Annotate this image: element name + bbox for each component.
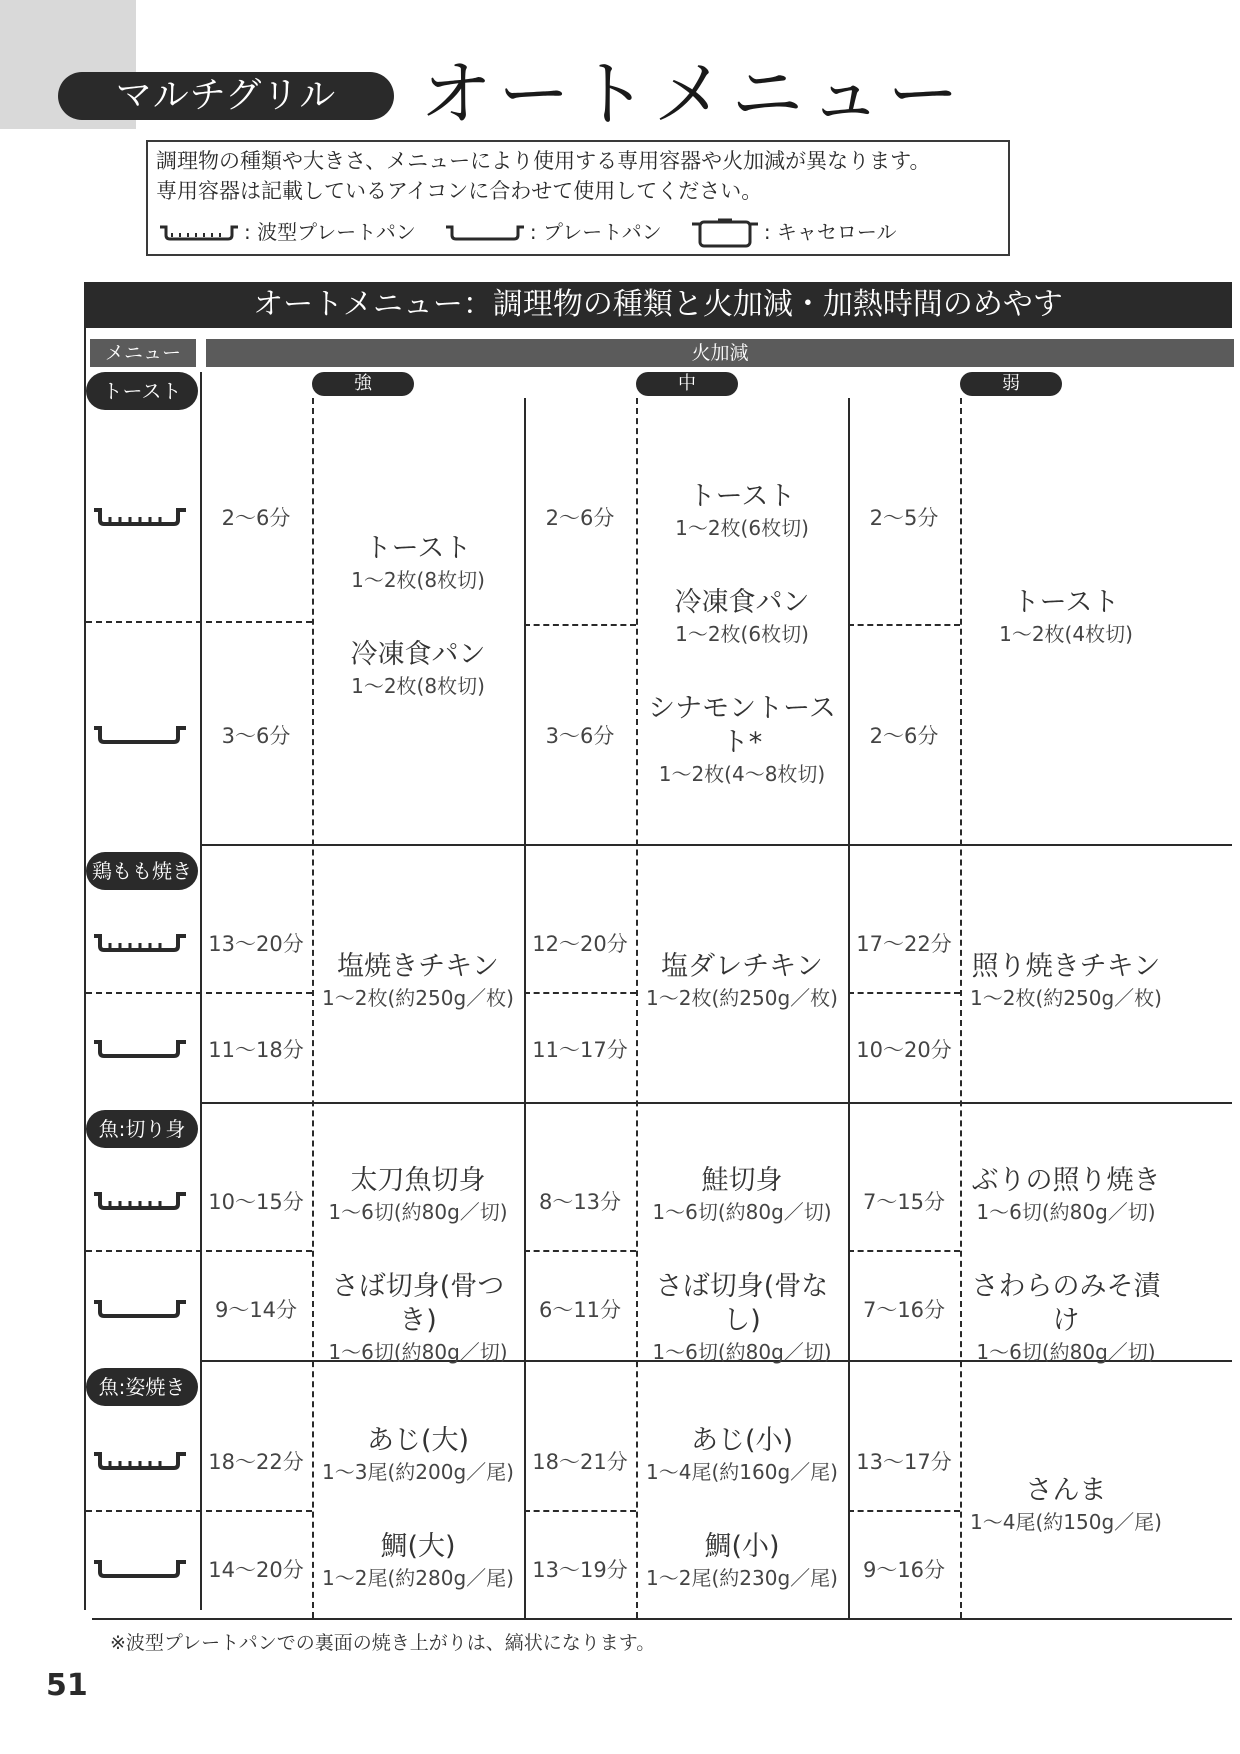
- food-spec: 1〜6切(約80g／切): [328, 1340, 508, 1364]
- legend-label: : キャセロール: [763, 220, 897, 244]
- plate-pan-icon: [92, 1556, 188, 1584]
- food-name: 塩焼きチキン: [337, 951, 499, 982]
- time-value: 18〜22分: [208, 1450, 304, 1474]
- section-divider: [200, 844, 1232, 846]
- food-spec: 1〜2尾(約230g／尾): [646, 1566, 838, 1590]
- column-divider: [524, 398, 526, 1618]
- time-value: 3〜6分: [545, 724, 615, 748]
- food-name: シナモントースト*: [648, 693, 836, 758]
- food-spec: 1〜6切(約80g／切): [652, 1200, 832, 1224]
- category-chicken: 鶏もも焼き: [86, 852, 198, 890]
- food-item: [638, 1270, 846, 1366]
- food-item: [314, 1530, 522, 1592]
- food-spec: 1〜2枚(4〜8枚切): [658, 762, 826, 786]
- food-item: [638, 692, 846, 788]
- food-item: [314, 1164, 522, 1226]
- row-divider: [848, 1250, 960, 1252]
- menu-divider: [200, 372, 202, 1610]
- row-divider: [524, 992, 636, 994]
- food-name: あじ(大): [366, 1425, 470, 1456]
- column-divider: [848, 398, 850, 1618]
- time-value: 11〜18分: [208, 1038, 304, 1062]
- food-item: [314, 638, 522, 700]
- food-item: [314, 950, 522, 1012]
- time-value: 2〜6分: [869, 724, 939, 748]
- food-item: [314, 1270, 522, 1366]
- row-divider: [86, 1510, 312, 1512]
- category-fish-fillet: 魚:切り身: [86, 1110, 198, 1148]
- food-spec: 1〜2枚(6枚切): [675, 622, 809, 646]
- category-toast: トースト: [86, 372, 198, 410]
- time-value: 13〜20分: [208, 932, 304, 956]
- food-spec: 1〜6切(約80g／切): [652, 1340, 832, 1364]
- legend-plate-pan: [444, 217, 662, 247]
- food-item: [638, 1164, 846, 1226]
- food-name: 冷凍食パン: [674, 587, 810, 618]
- food-item: [962, 950, 1170, 1012]
- row-divider: [524, 624, 636, 626]
- time-value: 8〜13分: [538, 1190, 622, 1214]
- time-value: 6〜11分: [538, 1298, 622, 1322]
- food-name: さば切身(骨つき): [331, 1271, 505, 1336]
- wavy-plate-pan-icon: [92, 504, 188, 532]
- food-name: あじ(小): [690, 1425, 794, 1456]
- page-title: オートメニュー: [420, 52, 966, 136]
- time-value: 12〜20分: [532, 932, 628, 956]
- row-divider: [86, 621, 312, 623]
- time-value: 10〜20分: [856, 1038, 952, 1062]
- notice-line-1: 調理物の種類や大きさ、メニューにより使用する専用容器や火加減が異なります。: [156, 149, 931, 173]
- time-value: 2〜5分: [869, 506, 939, 530]
- food-spec: 1〜2枚(8枚切): [351, 568, 485, 592]
- casserole-icon: [690, 214, 760, 250]
- food-spec: 1〜6切(約80g／切): [976, 1200, 1156, 1224]
- food-name: さわらのみそ漬け: [971, 1271, 1161, 1336]
- food-item: [962, 1270, 1170, 1366]
- food-spec: 1〜4尾(約160g／尾): [646, 1460, 838, 1484]
- food-name: ぶりの照り焼き: [971, 1165, 1161, 1196]
- legend-label: : プレートパン: [529, 220, 662, 244]
- time-value: 10〜15分: [208, 1190, 304, 1214]
- section-label: マルチグリル: [58, 72, 394, 120]
- food-spec: 1〜6切(約80g／切): [328, 1200, 508, 1224]
- category-fish-whole: 魚:姿焼き: [86, 1368, 198, 1406]
- food-item: [638, 1530, 846, 1592]
- food-name: さば切身(骨なし): [655, 1271, 829, 1336]
- legend-label: : 波型プレートパン: [244, 220, 416, 244]
- table-bottom-border: [92, 1618, 1232, 1620]
- legend-wavy-plate-pan: [158, 217, 416, 247]
- table-left-border: [84, 328, 86, 1610]
- time-value: 13〜19分: [532, 1558, 628, 1582]
- food-name: トースト: [1012, 587, 1120, 618]
- food-item: [638, 480, 846, 542]
- time-value: 11〜17分: [532, 1038, 628, 1062]
- food-spec: 1〜6切(約80g／切): [976, 1340, 1156, 1364]
- food-spec: 1〜2枚(6枚切): [675, 516, 809, 540]
- food-spec: 1〜2枚(4枚切): [999, 622, 1133, 646]
- food-name: 冷凍食パン: [350, 639, 486, 670]
- row-divider: [524, 1250, 636, 1252]
- food-item: [962, 1164, 1170, 1226]
- menu-column-header: メニュー: [90, 339, 196, 367]
- page-number: 51: [46, 1668, 88, 1703]
- notice-box: [146, 140, 1010, 256]
- row-divider: [848, 1510, 960, 1512]
- time-value: 9〜16分: [862, 1558, 946, 1582]
- wavy-plate-pan-icon: [158, 221, 240, 243]
- food-spec: 1〜2枚(8枚切): [351, 674, 485, 698]
- time-value: 9〜14分: [214, 1298, 298, 1322]
- row-divider: [86, 1250, 312, 1252]
- food-item: [314, 1424, 522, 1486]
- plate-pan-icon: [444, 221, 526, 243]
- time-value: 7〜16分: [862, 1298, 946, 1322]
- food-item: [962, 1474, 1170, 1536]
- food-name: 太刀魚切身: [350, 1165, 486, 1196]
- food-item: [962, 586, 1170, 648]
- time-value: 14〜20分: [208, 1558, 304, 1582]
- footnote: ※波型プレートパンでの裏面の焼き上がりは、縞状になります。: [110, 1632, 656, 1654]
- food-item: [314, 532, 522, 594]
- row-divider: [848, 624, 960, 626]
- wavy-plate-pan-icon: [92, 1188, 188, 1216]
- wavy-plate-pan-icon: [92, 930, 188, 958]
- legend-casserole: [690, 214, 897, 250]
- food-name: トースト: [688, 481, 796, 512]
- row-divider: [848, 992, 960, 994]
- food-name: 鯛(大): [380, 1531, 456, 1562]
- food-item: [638, 950, 846, 1012]
- time-value: 7〜15分: [862, 1190, 946, 1214]
- plate-pan-icon: [92, 722, 188, 750]
- food-name: トースト: [364, 533, 472, 564]
- food-spec: 1〜2尾(約280g／尾): [322, 1566, 514, 1590]
- food-name: さんま: [1025, 1475, 1107, 1506]
- food-spec: 1〜2枚(約250g／枚): [322, 986, 514, 1010]
- time-value: 18〜21分: [532, 1450, 628, 1474]
- heat-column-header: 火加減: [206, 339, 1234, 367]
- time-value: 2〜6分: [545, 506, 615, 530]
- container-legend: [158, 214, 925, 250]
- food-spec: 1〜2枚(約250g／枚): [970, 986, 1162, 1010]
- food-spec: 1〜2枚(約250g／枚): [646, 986, 838, 1010]
- time-value: 13〜17分: [856, 1450, 952, 1474]
- food-name: 照り焼きチキン: [971, 951, 1161, 982]
- row-divider: [524, 1510, 636, 1512]
- food-name: 鮭切身: [701, 1165, 783, 1196]
- time-value: 2〜6分: [221, 506, 291, 530]
- time-value: 3〜6分: [221, 724, 291, 748]
- level-strong: 強: [312, 372, 414, 396]
- food-name: 鯛(小): [704, 1531, 780, 1562]
- wavy-plate-pan-icon: [92, 1448, 188, 1476]
- section-divider: [200, 1102, 1232, 1104]
- food-item: [638, 586, 846, 648]
- food-spec: 1〜4尾(約150g／尾): [970, 1510, 1162, 1534]
- plate-pan-icon: [92, 1036, 188, 1064]
- time-value: 17〜22分: [856, 932, 952, 956]
- plate-pan-icon: [92, 1296, 188, 1324]
- table-title: オートメニュー：調理物の種類と火加減・加熱時間のめやす: [84, 282, 1232, 328]
- food-spec: 1〜3尾(約200g／尾): [322, 1460, 514, 1484]
- row-divider: [86, 992, 312, 994]
- food-item: [638, 1424, 846, 1486]
- level-medium: 中: [636, 372, 738, 396]
- notice-line-2: 専用容器は記載しているアイコンに合わせて使用してください。: [156, 179, 763, 203]
- level-weak: 弱: [960, 372, 1062, 396]
- food-name: 塩ダレチキン: [661, 951, 823, 982]
